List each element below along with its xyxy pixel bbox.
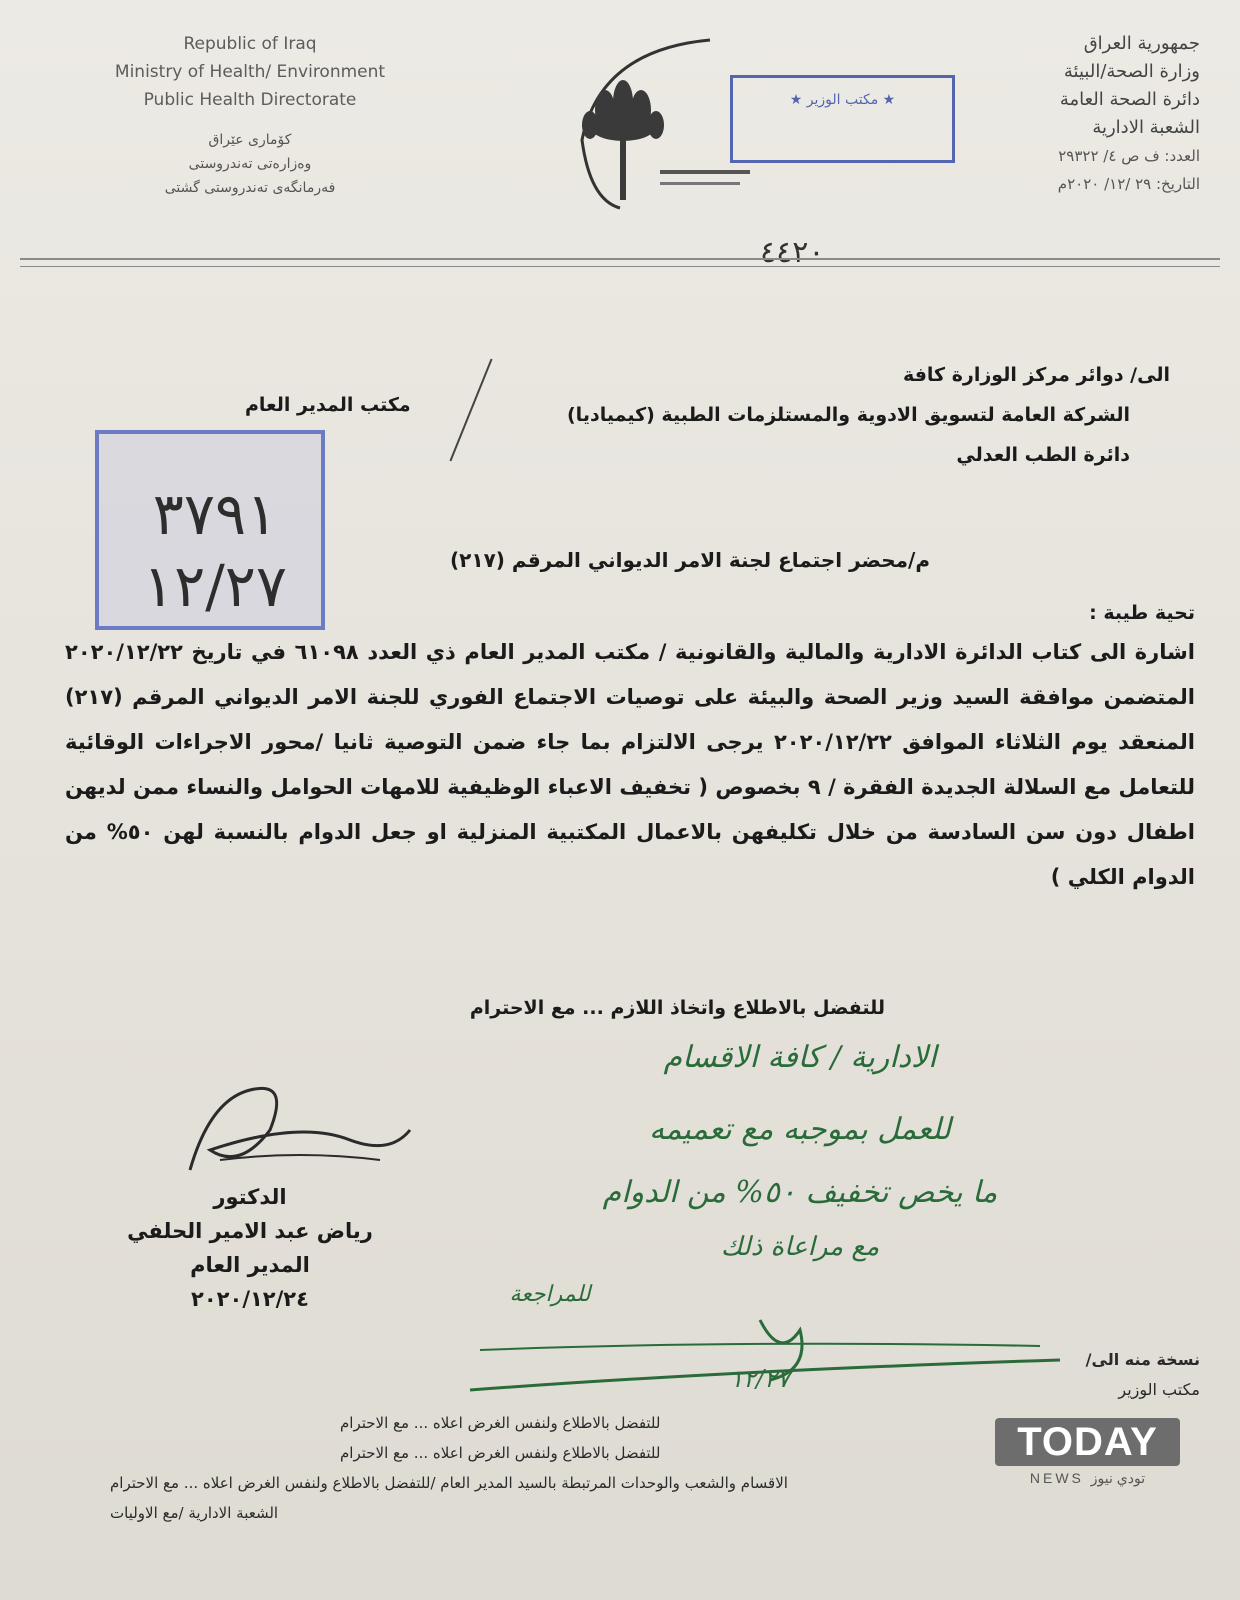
annotation-line3: ما يخص تخفيف ٥٠% من الدوام <box>602 1175 998 1210</box>
annotation-line4: مع مراعاة ذلك <box>720 1232 880 1262</box>
annotation-date: ١٢/٢٧ <box>730 1365 790 1393</box>
signatory-date: ٢٠٢٠/١٢/٢٤ <box>191 1287 309 1311</box>
header-english <box>70 30 430 200</box>
copy-item-2: للتفضل بالاطلاع ولنفس الغرض اعلاه ... مع الاحترام <box>340 1414 661 1432</box>
header-arabic <box>920 30 1200 198</box>
copy-item-minister: مكتب الوزير <box>1118 1380 1200 1399</box>
body-paragraph: اشارة الى كتاب الدائرة الادارية والمالية والقانونية / مكتب المدير العام ذي العدد ٦١٠٩٨ في تاريخ ٢٠٢٠/١٢/٢٢ المتضمن موافقة السيد وزير الصحة والبيئة على توصيات الاجتماع الفوري للجنة الامر الديواني المرقم (٢١٧) المنعقد يوم الثلاثاء الموافق ٢٠٢٠/١٢/٢٢ يرجى الالتزام بما جاء ضمن التوصية ثانيا /محور الاجراءات الوقائية للتعامل مع السلالة الجديدة الفقرة / ٩ بخصوص ( تخفيف الاعباء الوظيفية للامهات الحوامل والنساء ممن لديهن اطفال دون سن السادسة من خلال تكليفهن بالاعمال المكتبية المنزلية او جعل الدوام بالنسبة لهن ٥٠% من الدوام الكلي ) <box>65 640 1196 889</box>
stamp-top-text: مكتب الوزير <box>806 92 879 108</box>
header-en-line1: Republic of Iraq <box>183 34 317 54</box>
header-ar-line4: الشعبة الادارية <box>1092 117 1200 138</box>
signatory-name: رياض عبد الامير الحلفي <box>127 1219 373 1243</box>
copy-item-4: الاقسام والشعب والوحدات المرتبطة بالسيد المدير العام /للتفضل بالاطلاع ولنفس الغرض اعلاه ... مع الاحترام <box>110 1474 788 1492</box>
copies-title: نسخة منه الى/ <box>1085 1350 1200 1369</box>
copies-list <box>110 1408 1100 1528</box>
subject-line: م/محضر اجتماع لجنة الامر الديواني المرقم (٢١٧) <box>450 548 930 572</box>
recipients <box>350 355 1170 475</box>
header-ku-line1: کۆماری عێراق <box>208 132 292 148</box>
star-icon: ★ <box>789 92 803 108</box>
signatory-role: المدير العام <box>190 1253 310 1277</box>
signature-scribble <box>150 1060 430 1190</box>
recipient-line2: الشركة العامة لتسويق الادوية والمستلزمات الطبية (كيمياديا) <box>567 404 1130 426</box>
handwritten-number: ٤٤٢٠ <box>760 235 825 270</box>
incoming-stamp-values <box>115 478 315 622</box>
copies-title-block <box>500 1345 1200 1405</box>
annotation-line2: للعمل بموجبه مع تعميمه <box>649 1112 951 1147</box>
header-divider-thin <box>20 266 1220 267</box>
header-en-line2: Ministry of Health/ Environment <box>114 62 386 82</box>
document-date: التاريخ: ٢٩ /١٢/ ٢٠٢٠م <box>1057 175 1200 193</box>
header-ku-line2: وەزارەتی تەندروستی <box>188 156 312 172</box>
annotation-line1: الادارية / كافة الاقسام <box>663 1040 937 1075</box>
today-news-logo: TODAY <box>995 1418 1180 1466</box>
recipient-line1: الى/ دوائر مركز الوزارة كافة <box>902 364 1170 386</box>
recipient-director-office: مكتب المدير العام <box>245 394 411 416</box>
star-icon: ★ <box>882 92 896 108</box>
header-ar-line2: وزارة الصحة/البيئة <box>1063 61 1200 82</box>
closing-line: للتفضل بالاطلاع واتخاذ اللازم ... مع الاحترام <box>469 997 885 1019</box>
incoming-date: ١٢/٢٧ <box>142 552 288 620</box>
recipient-line3: دائرة الطب العدلي <box>956 444 1130 466</box>
header-divider <box>20 258 1220 260</box>
annotation-line5: للمراجعة <box>509 1282 591 1307</box>
copy-item-5: الشعبة الادارية /مع الاوليات <box>110 1504 279 1522</box>
header-ar-line1: جمهورية العراق <box>1083 33 1200 54</box>
greeting: تحية طيبة : <box>1089 602 1195 624</box>
document-number: العدد: ف ص ٤/ ٢٩٣٢٢ <box>1058 147 1200 165</box>
incoming-number: ٣٧٩١ <box>152 480 278 548</box>
copy-item-3: للتفضل بالاطلاع ولنفس الغرض اعلاه ... مع الاحترام <box>340 1444 661 1462</box>
today-news-subtitle: NEWS تودي نيوز <box>1029 1470 1146 1486</box>
header-en-line3: Public Health Directorate <box>143 90 357 110</box>
signatory-title: الدكتور <box>213 1185 287 1209</box>
header-ar-line3: دائرة الصحة العامة <box>1059 89 1200 110</box>
header-ku-line3: فەرمانگەی تەندروستی گشتی <box>164 180 336 196</box>
